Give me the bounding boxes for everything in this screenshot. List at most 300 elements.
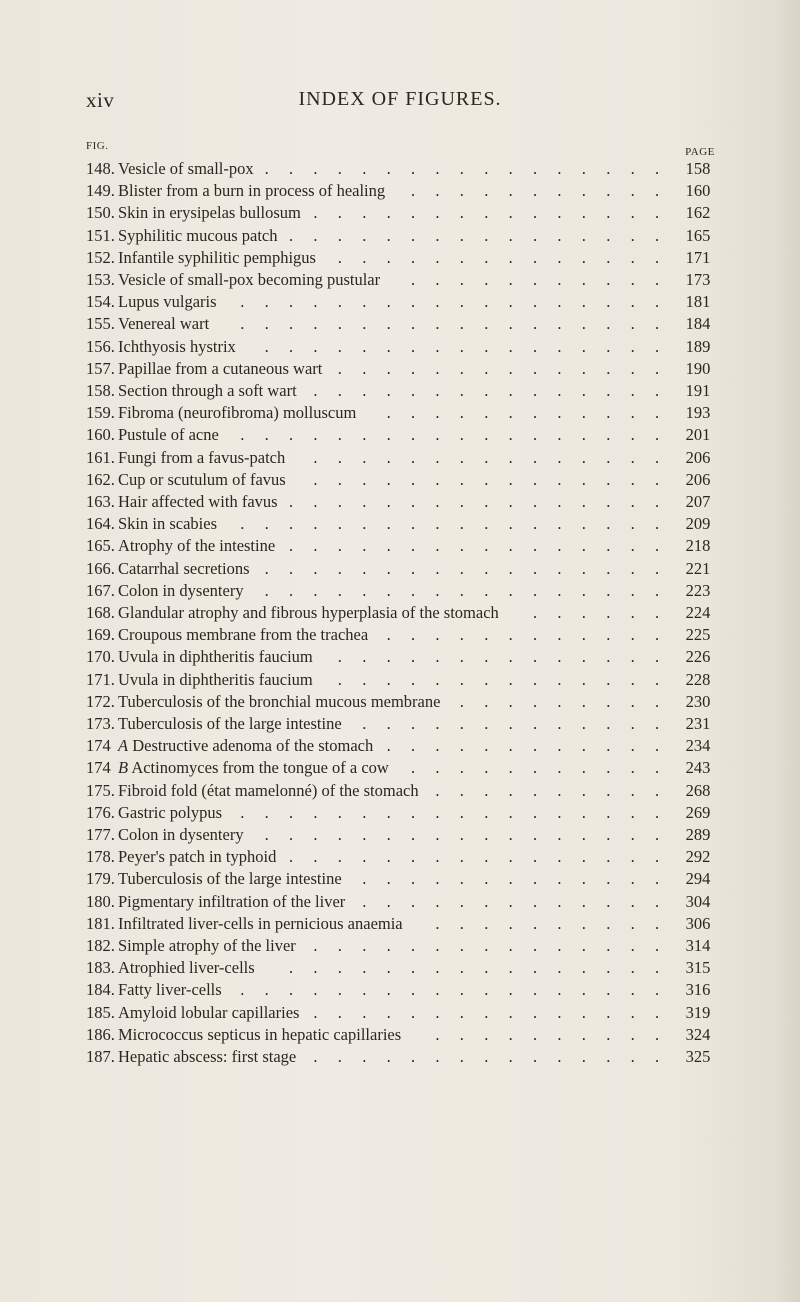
leader-dot: .	[630, 580, 635, 600]
leader-dot: .	[581, 1047, 586, 1066]
figure-number: 171.	[86, 669, 115, 689]
figure-title	[118, 269, 380, 291]
leader-dot: .	[386, 669, 391, 689]
figure-number: 179.	[86, 869, 115, 889]
leader-dot: .	[581, 203, 586, 223]
leader-dot: .	[459, 292, 464, 312]
leader-dot: .	[581, 603, 586, 622]
leader-dot: .	[264, 314, 269, 334]
leader-dot: .	[386, 247, 391, 267]
figure-title	[118, 979, 222, 1001]
page-ref: 228	[685, 669, 711, 689]
leader-dot: .	[362, 514, 367, 534]
leader-dot: .	[581, 825, 586, 844]
leader-dot: .	[459, 691, 464, 711]
leader-dot: .	[337, 381, 342, 400]
leader-dot: .	[655, 980, 660, 1000]
leader-dot: .	[606, 536, 611, 556]
figure-title	[118, 669, 313, 691]
leader-dot: .	[289, 825, 294, 844]
leader-dot: .	[459, 625, 464, 645]
leader-dot: .	[533, 936, 538, 955]
leader-dot: .	[459, 714, 464, 733]
leader-dot: .	[362, 869, 367, 889]
leader-dot: .	[313, 159, 318, 178]
leader-dot: .	[411, 1002, 416, 1022]
leader-dot: .	[484, 1047, 489, 1066]
leader-dot: .	[655, 558, 660, 578]
figure-number: 164.	[86, 514, 115, 534]
leader-dot: .	[557, 181, 562, 201]
page-ref: 158	[685, 159, 711, 178]
leader-dot: .	[606, 647, 611, 667]
leader-dot: .	[459, 825, 464, 844]
leader-dot: .	[289, 958, 294, 978]
leader-dot: .	[484, 292, 489, 312]
figure-title-text: Atrophy of the intestine	[118, 536, 276, 556]
leader-dot: .	[411, 847, 416, 867]
leader-dot: .	[289, 558, 294, 578]
figure-title	[118, 713, 342, 735]
leader-dot: .	[508, 225, 513, 245]
leader-dot: .	[362, 203, 367, 223]
leader-dot: .	[411, 669, 416, 689]
figure-title-text: Section through a soft wart	[118, 381, 297, 400]
leader-dot: .	[337, 514, 342, 534]
leader-dot: .	[459, 780, 464, 800]
index-entry	[0, 713, 800, 735]
index-entry	[0, 580, 800, 602]
figure-title-text: Peyer's patch in typhoid	[118, 847, 277, 867]
leader-dot: .	[386, 891, 391, 911]
leader-dot: .	[630, 492, 635, 511]
index-entry	[0, 1002, 800, 1024]
leader-dot: .	[459, 802, 464, 822]
leader-dot: .	[435, 270, 440, 289]
figure-title	[118, 646, 313, 668]
leader-dot: .	[655, 603, 660, 622]
leader-dot: .	[313, 381, 318, 400]
leader-dot: .	[435, 958, 440, 978]
figure-letter: B	[118, 758, 129, 778]
leader-dot: .	[459, 181, 464, 201]
figure-title	[118, 336, 236, 358]
leader-dot: .	[411, 736, 416, 756]
leader-dot: .	[557, 891, 562, 911]
leader-dot: .	[533, 625, 538, 645]
leader-dot: .	[655, 514, 660, 534]
leader-dot: .	[435, 181, 440, 201]
figure-title-text: Tuberculosis of the large intestine	[118, 714, 342, 733]
page-ref: 223	[685, 580, 711, 600]
figure-number: 173.	[86, 714, 115, 733]
figure-title	[118, 935, 296, 957]
leader-dot: .	[435, 847, 440, 867]
figure-title	[118, 380, 297, 402]
leader-dot: .	[630, 203, 635, 223]
index-entry	[0, 669, 800, 691]
leader-dot: .	[533, 225, 538, 245]
running-title: INDEX OF FIGURES.	[298, 88, 502, 110]
leader-dot: .	[313, 314, 318, 334]
leader-dot: .	[606, 1047, 611, 1066]
leader-dot: .	[459, 558, 464, 578]
leader-dot: .	[362, 314, 367, 334]
leader-dot: .	[362, 580, 367, 600]
leader-dot: .	[313, 558, 318, 578]
leader-dot: .	[655, 425, 660, 445]
leader-dot: .	[484, 159, 489, 178]
leader-dot: .	[264, 292, 269, 312]
index-entry	[0, 247, 800, 269]
leader-dot: .	[581, 358, 586, 378]
leader-dot: .	[484, 891, 489, 911]
figure-title-text: Actinomyces from the tongue of a cow	[131, 758, 389, 778]
leader-dot: .	[484, 425, 489, 445]
leader-dot: .	[508, 714, 513, 733]
leader-dot: .	[606, 936, 611, 955]
leader-dot: .	[557, 958, 562, 978]
leader-dot: .	[606, 159, 611, 178]
leader-dot: .	[508, 159, 513, 178]
leader-dot: .	[459, 447, 464, 467]
figure-title	[118, 824, 244, 846]
leader-dot: .	[533, 203, 538, 223]
leader-dot: .	[581, 492, 586, 511]
leader-dot: .	[630, 358, 635, 378]
figure-number: 157.	[86, 358, 115, 378]
figure-title-text: Colon in dysentery	[118, 580, 244, 600]
leader-dot: .	[655, 225, 660, 245]
leader-dot: .	[508, 936, 513, 955]
leader-dot: .	[337, 492, 342, 511]
leader-dot: .	[484, 514, 489, 534]
leader-dot: .	[459, 958, 464, 978]
leader-dot: .	[533, 736, 538, 756]
leader-dot: .	[581, 580, 586, 600]
leader-dot: .	[313, 980, 318, 1000]
leader-dot: .	[508, 980, 513, 1000]
figure-title-text: Papillae from a cutaneous wart	[118, 358, 323, 378]
leader-dot: .	[362, 336, 367, 356]
leader-dot: .	[484, 647, 489, 667]
page-column-label: PAGE	[685, 146, 715, 158]
leader-dot: .	[655, 203, 660, 223]
page-ref: 306	[685, 913, 711, 933]
figure-title	[118, 957, 255, 979]
leader-dot: .	[289, 159, 294, 178]
figure-title	[118, 447, 285, 469]
index-entry	[0, 535, 800, 557]
leader-dot: .	[508, 736, 513, 756]
figure-number: 178.	[86, 847, 115, 867]
leader-dot: .	[557, 381, 562, 400]
leader-dot: .	[240, 425, 245, 445]
leader-dot: .	[655, 802, 660, 822]
leader-dot: .	[264, 558, 269, 578]
leader-dot: .	[533, 1047, 538, 1066]
leader-dot: .	[508, 314, 513, 334]
leader-dot: .	[606, 225, 611, 245]
leader-dot: .	[630, 847, 635, 867]
leader-dot: .	[313, 802, 318, 822]
leader-dot: .	[630, 625, 635, 645]
leader-dot: .	[557, 647, 562, 667]
leader-dot: .	[606, 1002, 611, 1022]
leader-dot: .	[484, 625, 489, 645]
leader-dot: .	[508, 270, 513, 289]
leader-dot: .	[557, 1024, 562, 1044]
leader-dot: .	[557, 714, 562, 733]
figure-title	[118, 291, 217, 313]
page-ref: 181	[685, 292, 711, 312]
figure-number: 155.	[86, 314, 115, 334]
figure-title	[118, 358, 322, 380]
leader-dot: .	[655, 403, 660, 423]
page-ref: 243	[685, 758, 711, 778]
leader-dot: .	[386, 447, 391, 467]
leader-dot: .	[557, 802, 562, 822]
index-entry	[0, 402, 800, 424]
leader-dot: .	[435, 936, 440, 955]
leader-dot: .	[606, 403, 611, 423]
leader-dot: .	[289, 980, 294, 1000]
page-ref: 165	[685, 225, 711, 245]
leader-dot: .	[362, 958, 367, 978]
leader-dot: .	[337, 825, 342, 844]
leader-dot: .	[386, 314, 391, 334]
figure-number: 187.	[86, 1047, 115, 1066]
index-entry	[0, 624, 800, 646]
page-ref: 230	[685, 691, 711, 711]
index-entry	[0, 225, 800, 247]
leader-dot: .	[289, 847, 294, 867]
leader-dot: .	[411, 469, 416, 489]
figure-number: 166.	[86, 558, 115, 578]
leader-dot: .	[459, 203, 464, 223]
leader-dot: .	[655, 1024, 660, 1044]
leader-dot: .	[533, 247, 538, 267]
figure-title-text: Skin in erysipelas bullosum	[118, 203, 301, 223]
figure-number: 159.	[86, 403, 115, 423]
leader-dot: .	[557, 580, 562, 600]
leader-dot: .	[459, 225, 464, 245]
leader-dot: .	[630, 869, 635, 889]
leader-dot: .	[240, 314, 245, 334]
leader-dot: .	[337, 536, 342, 556]
index-entry	[0, 180, 800, 202]
figure-title-text: Amyloid lobular capillaries	[118, 1002, 300, 1022]
leader-dot: .	[557, 336, 562, 356]
page-ref: 231	[685, 714, 711, 733]
index-entry	[0, 358, 800, 380]
leader-dot: .	[386, 425, 391, 445]
leader-dot: .	[411, 270, 416, 289]
page-ref: 184	[685, 314, 711, 334]
leader-dot: .	[557, 270, 562, 289]
leader-dot: .	[386, 580, 391, 600]
leader-dot: .	[484, 403, 489, 423]
figure-title-text: Pigmentary infiltration of the liver	[118, 891, 346, 911]
leader-dot: .	[459, 736, 464, 756]
leader-dot: .	[459, 536, 464, 556]
leader-dot: .	[606, 181, 611, 201]
leader-dot: .	[508, 913, 513, 933]
leader-dot: .	[655, 758, 660, 778]
leader-dot: .	[337, 647, 342, 667]
figure-title	[118, 313, 209, 335]
leader-dot: .	[484, 270, 489, 289]
figure-title-text: Blister from a burn in process of healing	[118, 181, 386, 201]
leader-dot: .	[508, 425, 513, 445]
leader-dot: .	[435, 469, 440, 489]
leader-dot: .	[630, 936, 635, 955]
figure-number: 169.	[86, 625, 115, 645]
leader-dot: .	[557, 159, 562, 178]
leader-dot: .	[386, 358, 391, 378]
leader-dot: .	[435, 736, 440, 756]
leader-dot: .	[533, 669, 538, 689]
leader-dot: .	[606, 847, 611, 867]
leader-dot: .	[435, 514, 440, 534]
leader-dot: .	[606, 447, 611, 467]
leader-dot: .	[337, 336, 342, 356]
leader-dot: .	[630, 736, 635, 756]
figure-number: 183.	[86, 958, 115, 978]
leader-dot: .	[459, 1024, 464, 1044]
index-entry	[0, 291, 800, 313]
leader-dot: .	[411, 558, 416, 578]
leader-dot: .	[411, 802, 416, 822]
figure-title	[118, 624, 368, 646]
leader-dot: .	[484, 736, 489, 756]
leader-dot: .	[606, 580, 611, 600]
figure-number: 163.	[86, 492, 115, 511]
leader-dot: .	[533, 381, 538, 400]
leader-dot: .	[655, 958, 660, 978]
leader-dot: .	[362, 647, 367, 667]
leader-dot: .	[557, 1002, 562, 1022]
leader-dot: .	[264, 802, 269, 822]
leader-dot: .	[313, 825, 318, 844]
leader-dot: .	[581, 758, 586, 778]
leader-dot: .	[411, 336, 416, 356]
leader-dot: .	[533, 691, 538, 711]
leader-dot: .	[630, 714, 635, 733]
leader-dot: .	[484, 536, 489, 556]
leader-dot: .	[606, 603, 611, 622]
leader-dot: .	[581, 425, 586, 445]
leader-dot: .	[581, 314, 586, 334]
leader-dot: .	[630, 669, 635, 689]
page-ref: 218	[685, 536, 711, 556]
index-entry	[0, 447, 800, 469]
figure-title-text: Catarrhal secretions	[118, 558, 250, 578]
leader-dot: .	[313, 447, 318, 467]
leader-dot: .	[411, 958, 416, 978]
leader-dot: .	[337, 247, 342, 267]
leader-dot: .	[435, 825, 440, 844]
leader-dot: .	[508, 691, 513, 711]
leader-dot: .	[655, 647, 660, 667]
leader-dot: .	[362, 825, 367, 844]
leader-dot: .	[484, 381, 489, 400]
index-entry	[0, 1024, 800, 1046]
leader-dot: .	[508, 336, 513, 356]
leader-dot: .	[655, 358, 660, 378]
figure-title	[118, 158, 254, 180]
leader-dot: .	[337, 469, 342, 489]
leader-dot: .	[240, 802, 245, 822]
leader-dot: .	[337, 847, 342, 867]
figure-title	[118, 580, 244, 602]
leader-dot: .	[484, 469, 489, 489]
leader-dot: .	[435, 203, 440, 223]
leader-dot: .	[484, 913, 489, 933]
page-ref: 162	[685, 203, 711, 223]
leader-dot: .	[362, 469, 367, 489]
index-entry	[0, 558, 800, 580]
leader-dot: .	[508, 625, 513, 645]
figure-title-text: Gastric polypus	[118, 802, 223, 822]
index-entry	[0, 824, 800, 846]
leader-dot: .	[435, 403, 440, 423]
leader-dot: .	[557, 980, 562, 1000]
leader-dot: .	[362, 669, 367, 689]
leader-dot: .	[581, 625, 586, 645]
leader-dot: .	[337, 203, 342, 223]
leader-dot: .	[581, 469, 586, 489]
leader-dot: .	[240, 980, 245, 1000]
page-ref: 201	[685, 425, 711, 445]
leader-dot: .	[606, 691, 611, 711]
leader-dot: .	[484, 558, 489, 578]
leader-dot: .	[435, 425, 440, 445]
figure-title-text: Pustule of acne	[118, 425, 219, 445]
leader-dot: .	[484, 869, 489, 889]
leader-dot: .	[508, 469, 513, 489]
leader-dot: .	[435, 758, 440, 778]
leader-dot: .	[630, 647, 635, 667]
page-ref: 268	[685, 780, 711, 800]
leader-dot: .	[484, 958, 489, 978]
figure-title-text: Hepatic abscess: first stage	[118, 1047, 297, 1066]
figure-number: 149.	[86, 181, 115, 201]
leader-dot: .	[386, 869, 391, 889]
leader-dot: .	[411, 447, 416, 467]
leader-dot: .	[655, 847, 660, 867]
leader-dot: .	[337, 314, 342, 334]
leader-dot: .	[557, 403, 562, 423]
figure-title-text: Simple atrophy of the liver	[118, 936, 296, 955]
leader-dot: .	[581, 247, 586, 267]
leader-dot: .	[606, 802, 611, 822]
leader-dot: .	[557, 203, 562, 223]
leader-dot: .	[313, 292, 318, 312]
index-entry	[0, 868, 800, 890]
leader-dot: .	[557, 425, 562, 445]
leader-dot: .	[630, 314, 635, 334]
leader-dot: .	[313, 336, 318, 356]
leader-dot: .	[459, 869, 464, 889]
leader-dot: .	[606, 758, 611, 778]
leader-dot: .	[655, 691, 660, 711]
leader-dot: .	[581, 558, 586, 578]
leader-dot: .	[435, 225, 440, 245]
leader-dot: .	[581, 181, 586, 201]
leader-dot: .	[264, 336, 269, 356]
leader-dot: .	[581, 270, 586, 289]
